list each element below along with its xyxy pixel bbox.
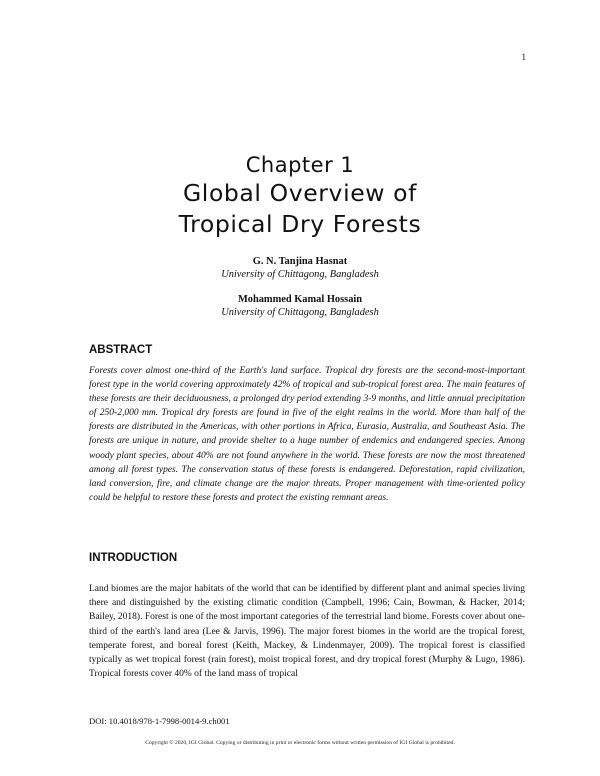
author-affiliation: University of Chittagong, Bangladesh: [221, 269, 379, 280]
doi: DOI: 10.4018/978-1-7998-0014-9.ch001: [89, 716, 230, 726]
chapter-title-line-1: Global Overview of: [183, 179, 417, 207]
page-number: 1: [521, 52, 526, 62]
chapter-title-line-2: Tropical Dry Forests: [178, 210, 422, 238]
author-block-1: [0, 256, 600, 280]
chapter-label: Chapter 1: [245, 153, 355, 177]
author-block-2: [0, 294, 600, 318]
author-name: G. N. Tanjina Hasnat: [252, 256, 348, 267]
author-name: Mohammed Kamal Hossain: [237, 294, 363, 305]
copyright-notice: Copyright © 2020, IGI Global. Copying or distributing in print or electronic forms without written permission of IGI Global is prohibited.: [145, 740, 455, 746]
chapter-title: [0, 178, 600, 240]
introduction-heading: INTRODUCTION: [89, 552, 178, 564]
author-affiliation: University of Chittagong, Bangladesh: [221, 307, 379, 318]
abstract-text: Forests cover almost one-third of the Earth's land surface. Tropical dry forests are the second-most-important forest type in the world covering approximately 42% of tropical and sub-tropical forest area. The main features of these forests are their deciduousness, a prolonged dry period extending 3-9 months, and little annual precipitation of 250-2,000 mm. Tropical dry forests are found in five of the eight realms in the world. More than half of the forests are distributed in the Americas, with other portions in Africa, Eurasia, Australia, and Southeast Asia. The forests are unique in nature, and provide shelter to a huge number of endemics and endangered species. Among woody plant species, about 40% are not found anywhere in the world. These forests are now the most threatened among all forest types. The conservation status of these forests is endangered. Deforestation, rapid civilization, land conversion, fire, and climate change are the major threats. Proper management with time-oriented policy could be helpful to restore these forests and protect the existing remnant areas.: [89, 366, 525, 503]
introduction-text: Land biomes are the major habitats of the world that can be identified by different plant and animal species living there and distinguished by the existing climatic condition (Campbell, 1996; Cain, Bowman, & Hacker, 2014; Bailey, 2018). Forest is one of the most important categories of the terrestrial land biome. Forests cover about one-third of the earth's land area (Lee & Jarvis, 1996). The major forest biomes in the world are the tropical forest, temperate forest, and boreal forest (Keith, Mackey, & Lindenmayer, 2009). The tropical forest is classified typically as wet tropical forest (rain forest), moist tropical forest, and dry tropical forest (Murphy & Lugo, 1986). Tropical forests cover 40% of the land mass of tropical: [89, 584, 526, 680]
abstract-heading: ABSTRACT: [89, 344, 153, 356]
